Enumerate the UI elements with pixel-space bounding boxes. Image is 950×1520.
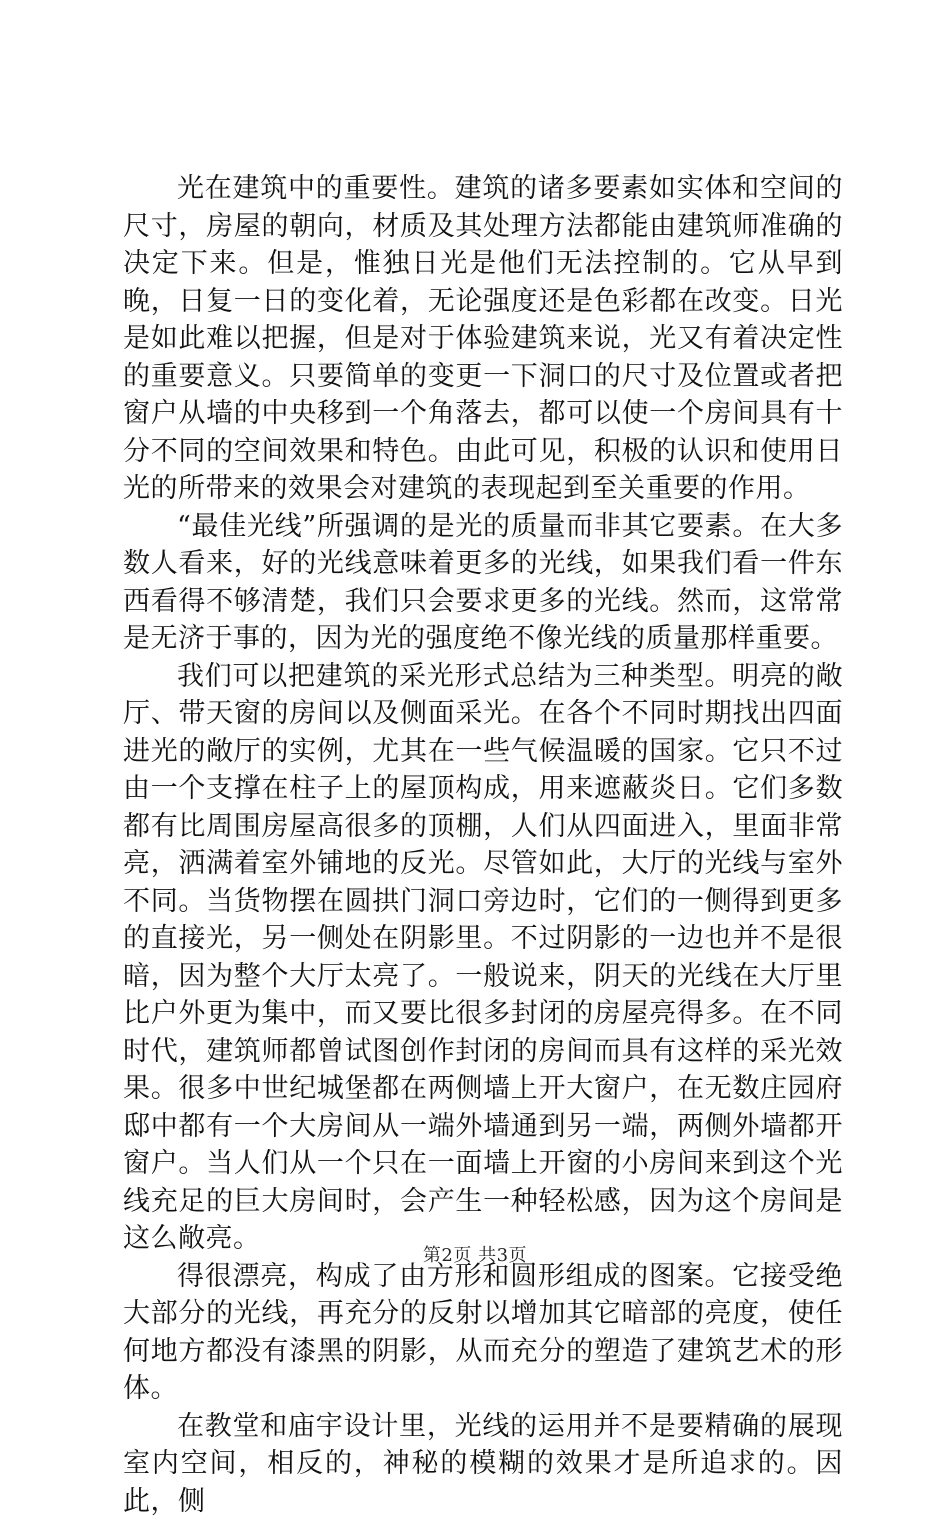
- document-body: [123, 170, 843, 1520]
- page-footer: 第2页 共3页: [0, 1241, 950, 1267]
- paragraph-1: 光在建筑中的重要性。建筑的诸多要素如实体和空间的尺寸，房屋的朝向，材质及其处理方法都能由建筑师准确的决定下来。但是，惟独日光是他们无法控制的。它从早到晚，日复一日的变化着，无论强度还是色彩都在改变。日光是如此难以把握，但是对于体验建筑来说，光又有着决定性的重要意义。只要简单的变更一下洞口的尺寸及位置或者把窗户从墙的中央移到一个角落去，都可以使一个房间具有十分不同的空间效果和特色。由此可见，积极的认识和使用日光的所带来的效果会对建筑的表现起到至关重要的作用。: [123, 170, 843, 508]
- paragraph-2: “最佳光线”所强调的是光的质量而非其它要素。在大多数人看来，好的光线意味着更多的光线，如果我们看一件东西看得不够清楚，我们只会要求更多的光线。然而，这常常是无济于事的，因为光的强度绝不像光线的质量那样重要。: [123, 508, 843, 658]
- paragraph-3: 我们可以把建筑的采光形式总结为三种类型。明亮的敞厅、带天窗的房间以及侧面采光。在各个不同时期找出四面进光的敞厅的实例，尤其在一些气候温暖的国家。它只不过由一个支撑在柱子上的屋顶构成，用来遮蔽炎日。它们多数都有比周围房屋高很多的顶棚，人们从四面进入，里面非常亮，洒满着室外铺地的反光。尽管如此，大厅的光线与室外不同。当货物摆在圆拱门洞口旁边时，它们的一侧得到更多的直接光，另一侧处在阴影里。不过阴影的一边也并不是很暗，因为整个大厅太亮了。一般说来，阴天的光线在大厅里比户外更为集中，而又要比很多封闭的房屋亮得多。在不同时代，建筑师都曾试图创作封闭的房间而具有这样的采光效果。很多中世纪城堡都在两侧墙上开大窗户，在无数庄园府邸中都有一个大房间从一端外墙通到另一端，两侧外墙都开窗户。当人们从一个只在一面墙上开窗的小房间来到这个光线充足的巨大房间时，会产生一种轻松感，因为这个房间是这么敞亮。: [123, 658, 843, 1258]
- paragraph-5: 在教堂和庙宇设计里，光线的运用并不是要精确的展现室内空间，相反的，神秘的模糊的效果才是所追求的。因此，侧: [123, 1408, 843, 1520]
- paragraph-4: 得很漂亮，构成了由方形和圆形组成的图案。它接受绝大部分的光线，再充分的反射以增加其它暗部的亮度，使任何地方都没有漆黑的阴影，从而充分的塑造了建筑艺术的形体。: [123, 1258, 843, 1408]
